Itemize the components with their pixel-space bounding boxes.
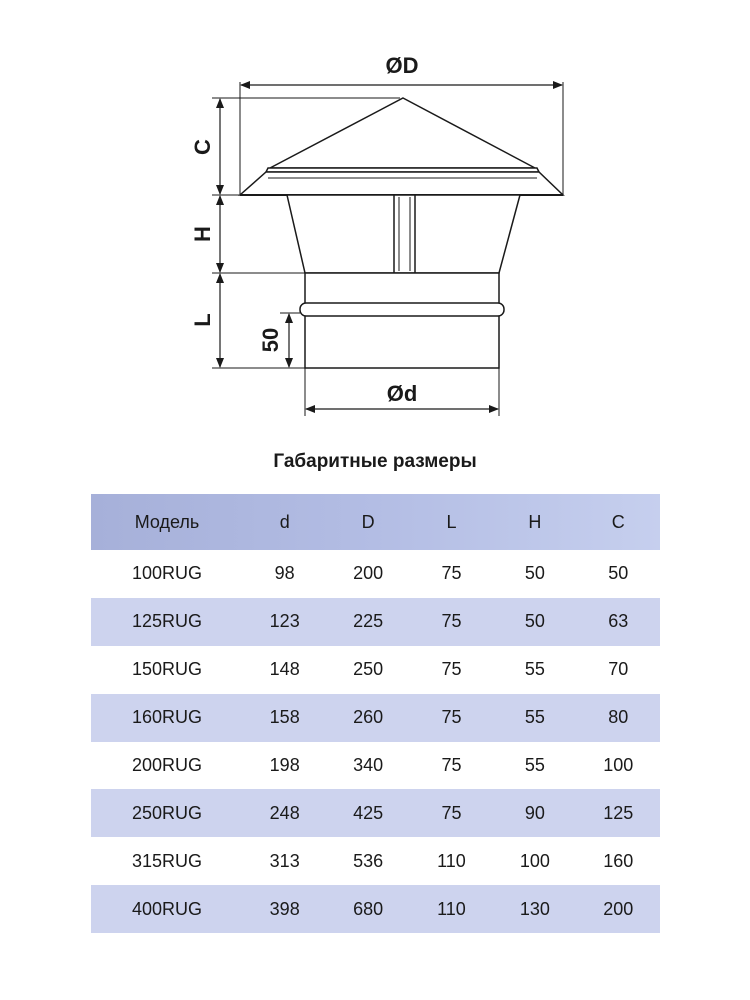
cell-L: 110 bbox=[437, 898, 466, 919]
cell-L: 75 bbox=[441, 755, 462, 775]
label-d: Ød bbox=[386, 381, 418, 406]
cell-H: 100 bbox=[519, 850, 550, 871]
cell-d: 398 bbox=[269, 898, 300, 919]
cell-d: 313 bbox=[269, 850, 300, 871]
table-title: Габаритные размеры bbox=[273, 451, 477, 472]
table-row bbox=[91, 598, 660, 646]
cell-C: 63 bbox=[608, 611, 629, 632]
cell-model: 150RUG bbox=[131, 659, 203, 680]
cell-D: 250 bbox=[353, 659, 384, 680]
cell-d: 198 bbox=[269, 755, 300, 775]
cell-D: 425 bbox=[353, 802, 384, 823]
cell-D: 340 bbox=[353, 755, 384, 775]
cell-C: 50 bbox=[608, 563, 629, 584]
cell-d: 248 bbox=[269, 802, 300, 823]
technical-drawing bbox=[0, 0, 750, 430]
table-row bbox=[91, 742, 660, 790]
cell-model: 250RUG bbox=[131, 802, 203, 823]
cell-C: 80 bbox=[608, 707, 629, 728]
cell-D: 225 bbox=[353, 611, 384, 632]
cell-D: 680 bbox=[353, 898, 384, 919]
cell-C: 100 bbox=[603, 755, 634, 775]
cell-L: 75 bbox=[441, 707, 462, 728]
cell-H: 90 bbox=[524, 802, 545, 823]
label-D: ØD bbox=[385, 53, 419, 78]
table-row bbox=[91, 694, 660, 742]
label-C: C bbox=[190, 139, 215, 155]
cell-model: 315RUG bbox=[131, 850, 203, 871]
table-row bbox=[91, 837, 660, 885]
header-L: L bbox=[446, 511, 457, 532]
cell-L: 75 bbox=[441, 659, 462, 680]
cell-D: 200 bbox=[353, 563, 384, 584]
cell-d: 123 bbox=[269, 611, 300, 632]
cell-d: 158 bbox=[269, 707, 300, 728]
cap-cone bbox=[240, 98, 563, 195]
header-model: Модель bbox=[134, 511, 200, 532]
cell-H: 130 bbox=[519, 898, 550, 919]
cell-L: 75 bbox=[441, 563, 462, 584]
dimensions-table bbox=[91, 494, 660, 933]
header-H: H bbox=[528, 511, 542, 532]
table-header-row bbox=[91, 494, 660, 550]
cell-H: 50 bbox=[524, 563, 545, 584]
table-row bbox=[91, 789, 660, 837]
cell-H: 55 bbox=[524, 659, 545, 680]
cell-model: 400RUG bbox=[131, 898, 203, 919]
cell-C: 70 bbox=[608, 659, 629, 680]
label-H: H bbox=[190, 226, 215, 242]
table-row bbox=[91, 885, 660, 933]
table-row bbox=[91, 550, 660, 598]
cell-L: 110 bbox=[437, 850, 466, 871]
table-row bbox=[91, 646, 660, 694]
header-C: C bbox=[611, 511, 625, 532]
cell-C: 200 bbox=[603, 898, 634, 919]
cell-D: 536 bbox=[353, 850, 384, 871]
cell-C: 125 bbox=[603, 802, 634, 823]
cell-L: 75 bbox=[441, 802, 462, 823]
cell-H: 55 bbox=[524, 707, 545, 728]
cell-model: 200RUG bbox=[131, 755, 203, 775]
cell-H: 55 bbox=[524, 755, 545, 775]
cell-d: 98 bbox=[274, 563, 295, 584]
cell-L: 75 bbox=[441, 611, 462, 632]
label-L: L bbox=[190, 313, 215, 327]
cell-D: 260 bbox=[353, 707, 384, 728]
cell-model: 100RUG bbox=[131, 563, 203, 584]
header-D: D bbox=[361, 511, 375, 532]
header-d: d bbox=[279, 511, 290, 532]
cell-C: 160 bbox=[603, 850, 634, 871]
cell-d: 148 bbox=[269, 659, 300, 680]
cell-H: 50 bbox=[524, 611, 545, 632]
lower-cone bbox=[287, 195, 520, 273]
cell-model: 160RUG bbox=[131, 707, 203, 728]
label-50: 50 bbox=[258, 327, 283, 353]
pipe bbox=[300, 273, 504, 368]
cell-model: 125RUG bbox=[131, 611, 203, 632]
